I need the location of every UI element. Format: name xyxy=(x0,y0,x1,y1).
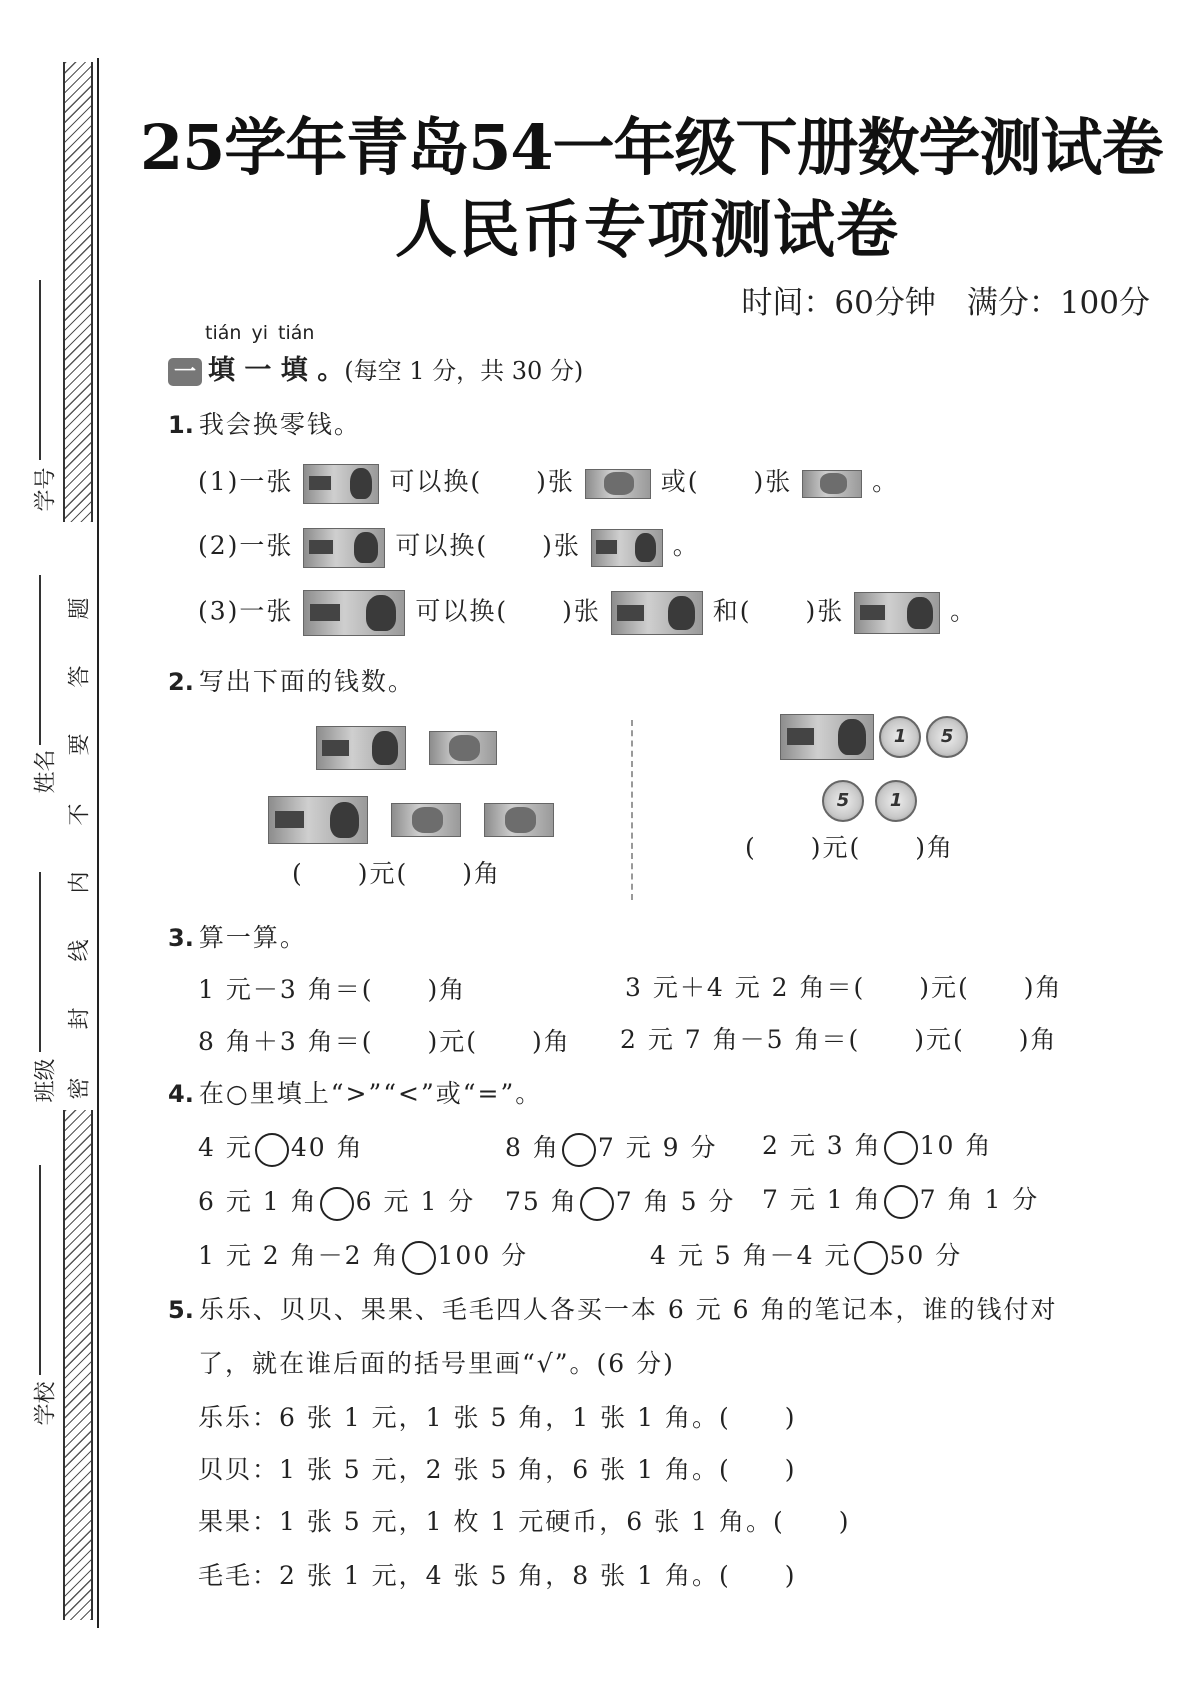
answer-circle[interactable] xyxy=(884,1185,918,1219)
q2-right-answer: ( )元( )角 xyxy=(745,833,955,862)
binding-warning-5: 内 xyxy=(67,871,93,894)
q3-row1-right: 3 元＋4 元 2 角＝( )元( )角 xyxy=(625,973,1063,1002)
section-title: 填 一 填 。 xyxy=(208,355,345,386)
compare-item: 75 角 7 角 5 分 xyxy=(505,1182,735,1221)
section-pinyin: tián yi tián xyxy=(205,322,315,344)
q1-line-3 xyxy=(198,590,977,636)
q3-text: 算一算。 xyxy=(198,923,307,952)
q5-heading xyxy=(168,1290,1058,1326)
banknote-icon xyxy=(802,470,862,498)
banknote-icon xyxy=(303,528,385,568)
coin-icon: 5 xyxy=(926,716,968,758)
q3-number: 3. xyxy=(168,924,194,952)
q5-text-line2: 了，就在谁后面的括号里画“√”。(6 分) xyxy=(198,1349,675,1378)
compare-item: 7 元 1 角 7 角 1 分 xyxy=(762,1180,1039,1219)
compare-item: 4 元 5 角－4 元 50 分 xyxy=(650,1236,962,1275)
banknote-icon xyxy=(303,464,379,504)
banknote-icon xyxy=(484,803,554,837)
q2-left-answer: ( )元( )角 xyxy=(292,859,502,888)
field-line-name xyxy=(39,575,41,745)
section-note: (每空 1 分，共 30 分) xyxy=(344,357,584,385)
banknote-icon xyxy=(585,469,651,499)
banknote-icon xyxy=(854,592,940,634)
q5-answer-3: 果果：1 张 5 元，1 枚 1 元硬币，6 张 1 角。( ) xyxy=(198,1507,851,1536)
q5-answer-4: 毛毛：2 张 1 元，4 张 5 角，8 张 1 角。( ) xyxy=(198,1561,797,1590)
field-label-name: 姓名 xyxy=(33,749,59,794)
q2-right-coins xyxy=(822,780,917,822)
q3-row1-left: 1 元－3 角＝( )角 xyxy=(198,975,467,1004)
q1-1-end: 。 xyxy=(872,467,900,496)
answer-circle[interactable] xyxy=(255,1133,289,1167)
compare-item: 4 元 40 角 xyxy=(198,1128,364,1167)
answer-circle[interactable] xyxy=(854,1241,888,1275)
q1-text: 我会换零钱。 xyxy=(198,410,361,439)
compare-item: 8 角 7 元 9 分 xyxy=(505,1128,718,1167)
q1-2-mid: 可以换( )张 xyxy=(395,531,581,560)
banknote-icon xyxy=(611,591,703,635)
q5-answer-2: 贝贝：1 张 5 元，2 张 5 角，6 张 1 角。( ) xyxy=(198,1455,797,1484)
field-label-student-id: 学号 xyxy=(33,467,59,512)
banknote-icon xyxy=(268,796,368,844)
q1-number: 1. xyxy=(168,411,194,439)
compare-item: 1 元 2 角－2 角 100 分 xyxy=(198,1236,528,1275)
q1-3-prefix: (3)一张 xyxy=(198,596,294,626)
page-subtitle: 人民币专项测试卷 xyxy=(395,193,900,266)
banknote-icon xyxy=(591,529,663,567)
binding-hatch-top xyxy=(63,62,93,522)
banknote-icon xyxy=(429,731,497,765)
answer-circle[interactable] xyxy=(884,1131,918,1165)
q5-answer-1: 乐乐：6 张 1 元，1 张 5 角，1 张 1 角。( ) xyxy=(198,1403,797,1432)
binding-warning-2: 答 xyxy=(67,665,93,688)
q3-heading xyxy=(168,918,307,954)
answer-circle[interactable] xyxy=(562,1133,596,1167)
q1-2-prefix: (2)一张 xyxy=(198,531,294,560)
q1-3-mid: 可以换( )张 xyxy=(415,596,601,626)
exam-meta: 时间：60分钟 满分：100分 xyxy=(741,285,1150,321)
field-line-student-id xyxy=(39,280,41,460)
q1-1-mid: 可以换( )张 xyxy=(389,467,575,496)
banknote-icon xyxy=(316,726,406,770)
binding-warning-4: 不 xyxy=(67,803,93,826)
q2-text: 写出下面的钱数。 xyxy=(198,667,415,696)
binding-warning-1: 题 xyxy=(67,597,93,620)
q1-heading xyxy=(168,405,361,441)
q2-left-money-row2 xyxy=(268,796,554,844)
field-label-school: 学校 xyxy=(33,1381,59,1426)
compare-item: 6 元 1 角 6 元 1 分 xyxy=(198,1182,475,1221)
banknote-icon xyxy=(303,590,405,636)
binding-warning-7: 封 xyxy=(67,1007,93,1030)
q2-heading xyxy=(168,662,415,698)
q1-line-2 xyxy=(198,526,700,568)
q4-text: 在○里填上“>”“<”或“=”。 xyxy=(198,1079,543,1108)
binding-warning-3: 要 xyxy=(67,733,93,756)
binding-warning-8: 密 xyxy=(67,1077,93,1100)
q2-right-money xyxy=(780,714,968,760)
q4-heading xyxy=(168,1074,542,1110)
q1-line-1 xyxy=(198,462,899,504)
q3-row2-left: 8 角＋3 角＝( )元( )角 xyxy=(198,1027,571,1056)
banknote-icon xyxy=(391,803,461,837)
q2-divider xyxy=(631,720,633,900)
field-line-school xyxy=(39,1165,41,1375)
q1-1-prefix: (1)一张 xyxy=(198,467,294,496)
section-heading xyxy=(168,348,583,387)
field-line-class xyxy=(39,872,41,1052)
q3-row2-right: 2 元 7 角－5 角＝( )元( )角 xyxy=(620,1025,1058,1054)
field-label-class: 班级 xyxy=(33,1058,59,1103)
answer-circle[interactable] xyxy=(402,1241,436,1275)
binding-rule xyxy=(97,58,99,1628)
section-badge: 一 xyxy=(168,358,202,386)
q2-left-money xyxy=(316,726,497,770)
q5-text-line1: 乐乐、贝贝、果果、毛毛四人各买一本 6 元 6 角的笔记本，谁的钱付对 xyxy=(198,1295,1058,1324)
binding-warning-6: 线 xyxy=(67,939,93,962)
q4-number: 4. xyxy=(168,1080,194,1108)
q1-3-end: 。 xyxy=(950,596,978,626)
coin-icon: 1 xyxy=(875,780,917,822)
answer-circle[interactable] xyxy=(320,1187,354,1221)
binding-hatch-bottom xyxy=(63,1110,93,1620)
page-title: 25学年青岛54一年级下册数学测试卷 xyxy=(140,111,1163,184)
q1-2-end: 。 xyxy=(672,531,700,560)
coin-icon: 1 xyxy=(879,716,921,758)
q2-number: 2. xyxy=(168,668,194,696)
q5-number: 5. xyxy=(168,1296,194,1324)
q1-3-alt: 和( )张 xyxy=(712,596,845,626)
coin-icon: 5 xyxy=(822,780,864,822)
banknote-icon xyxy=(780,714,874,760)
q1-1-alt: 或( )张 xyxy=(660,467,793,496)
compare-item: 2 元 3 角 10 角 xyxy=(762,1126,992,1165)
answer-circle[interactable] xyxy=(580,1187,614,1221)
